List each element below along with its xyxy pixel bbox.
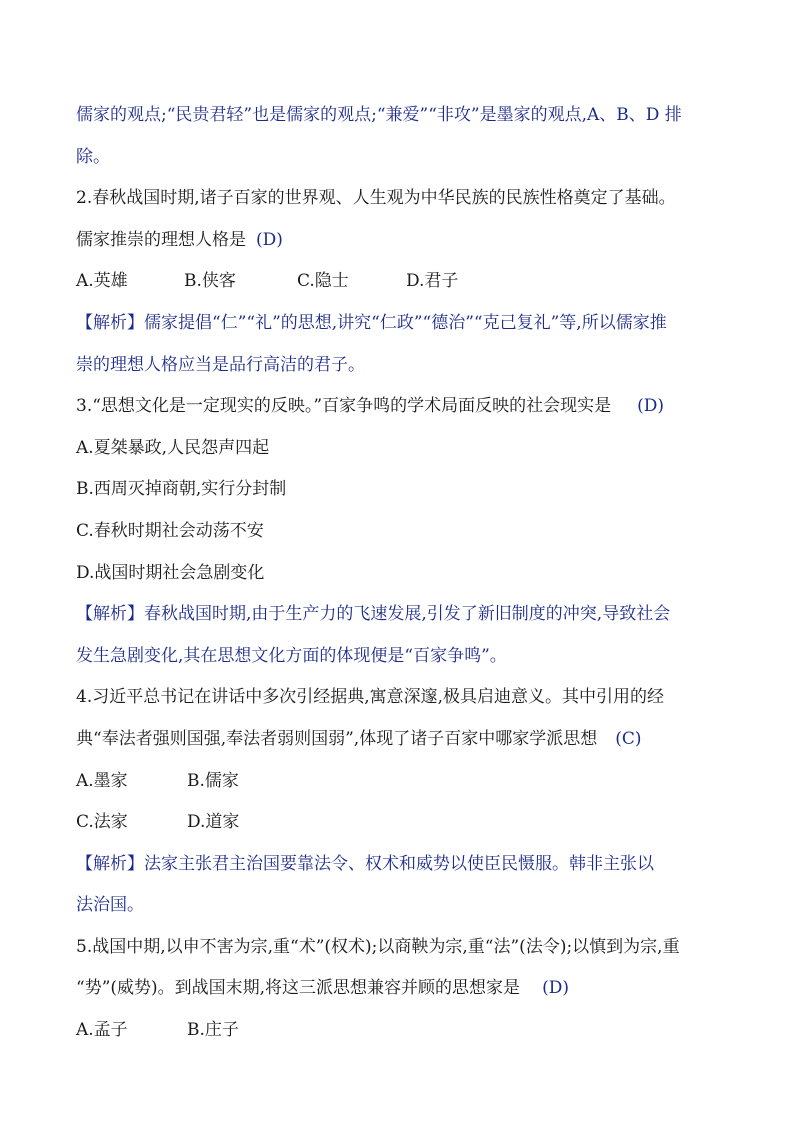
options-row [76, 1010, 726, 1052]
question-stem: 5.战国中期,以申不害为宗,重“术”(权术);以商鞅为宗,重“法”(法令);以慎到为宗,重 [76, 936, 680, 957]
option: A.夏桀暴政,人民怨声四起 [76, 437, 270, 458]
answer: (D) [637, 396, 665, 417]
option: C.春秋时期社会动荡不安 [76, 520, 264, 541]
option: B.西周灭掉商朝,实行分封制 [76, 479, 287, 500]
analysis-tag: 【解析】 [76, 312, 144, 333]
options-row [76, 761, 726, 803]
option: D.君子 [406, 271, 459, 292]
option: A.英雄 [76, 271, 128, 292]
option: A.孟子 [76, 1020, 128, 1041]
options-row [76, 261, 726, 303]
analysis: 发生急剧变化,其在思想文化方面的体现便是“百家争鸣”。 [76, 645, 507, 666]
question-stem: 儒家推崇的理想人格是 (D) [76, 229, 283, 250]
option: C.隐士 [297, 271, 349, 292]
option: C.法家 [76, 812, 128, 833]
question-stem: 3.“思想文化是一定现实的反映。”百家争鸣的学术局面反映的社会现实是 (D) [76, 396, 665, 417]
analysis: 【解析】法家主张君主治国要靠法令、权术和威势以使臣民慑服。韩非主张以 [76, 853, 654, 874]
analysis: 【解析】儒家提倡“仁”“礼”的思想,讲究“仁政”“德治”“克己复礼”等,所以儒家推 [76, 312, 667, 333]
analysis-tag: 【解析】 [76, 604, 144, 625]
analysis: 崇的理想人格应当是品行高洁的君子。 [76, 354, 365, 375]
document-body [76, 95, 726, 1052]
analysis-continuation: 儒家的观点;“民贵君轻”也是儒家的观点;“兼爱”“非攻”是墨家的观点,A、B、D 排 [76, 105, 682, 125]
answer: (C) [615, 728, 642, 749]
question-stem: 2.春秋战国时期,诸子百家的世界观、人生观为中华民族的民族性格奠定了基础。 [76, 188, 676, 209]
question-stem: 4.习近平总书记在讲话中多次引经据典,寓意深邃,极具启迪意义。其中引用的经 [76, 687, 665, 708]
answer: (D) [256, 229, 283, 250]
analysis: 法治国。 [76, 895, 144, 916]
analysis-tag: 【解析】 [76, 853, 144, 874]
option: D.道家 [187, 812, 240, 833]
option: B.侠客 [184, 271, 236, 292]
option: D.战国时期社会急剧变化 [76, 562, 265, 583]
option: B.庄子 [187, 1020, 239, 1041]
question-stem: “势”(威势)。到战国末期,将这三派思想兼容并顾的思想家是 (D) [76, 978, 569, 999]
options-row [76, 802, 726, 844]
analysis: 【解析】春秋战国时期,由于生产力的飞速发展,引发了新旧制度的冲突,导致社会 [76, 604, 671, 625]
option: A.墨家 [76, 770, 128, 791]
analysis-continuation: 除。 [76, 146, 110, 167]
option: B.儒家 [187, 770, 239, 791]
question-stem: 典“奉法者强则国强,奉法者弱则国弱”,体现了诸子百家中哪家学派思想 (C) [76, 728, 642, 749]
answer: (D) [542, 978, 569, 999]
